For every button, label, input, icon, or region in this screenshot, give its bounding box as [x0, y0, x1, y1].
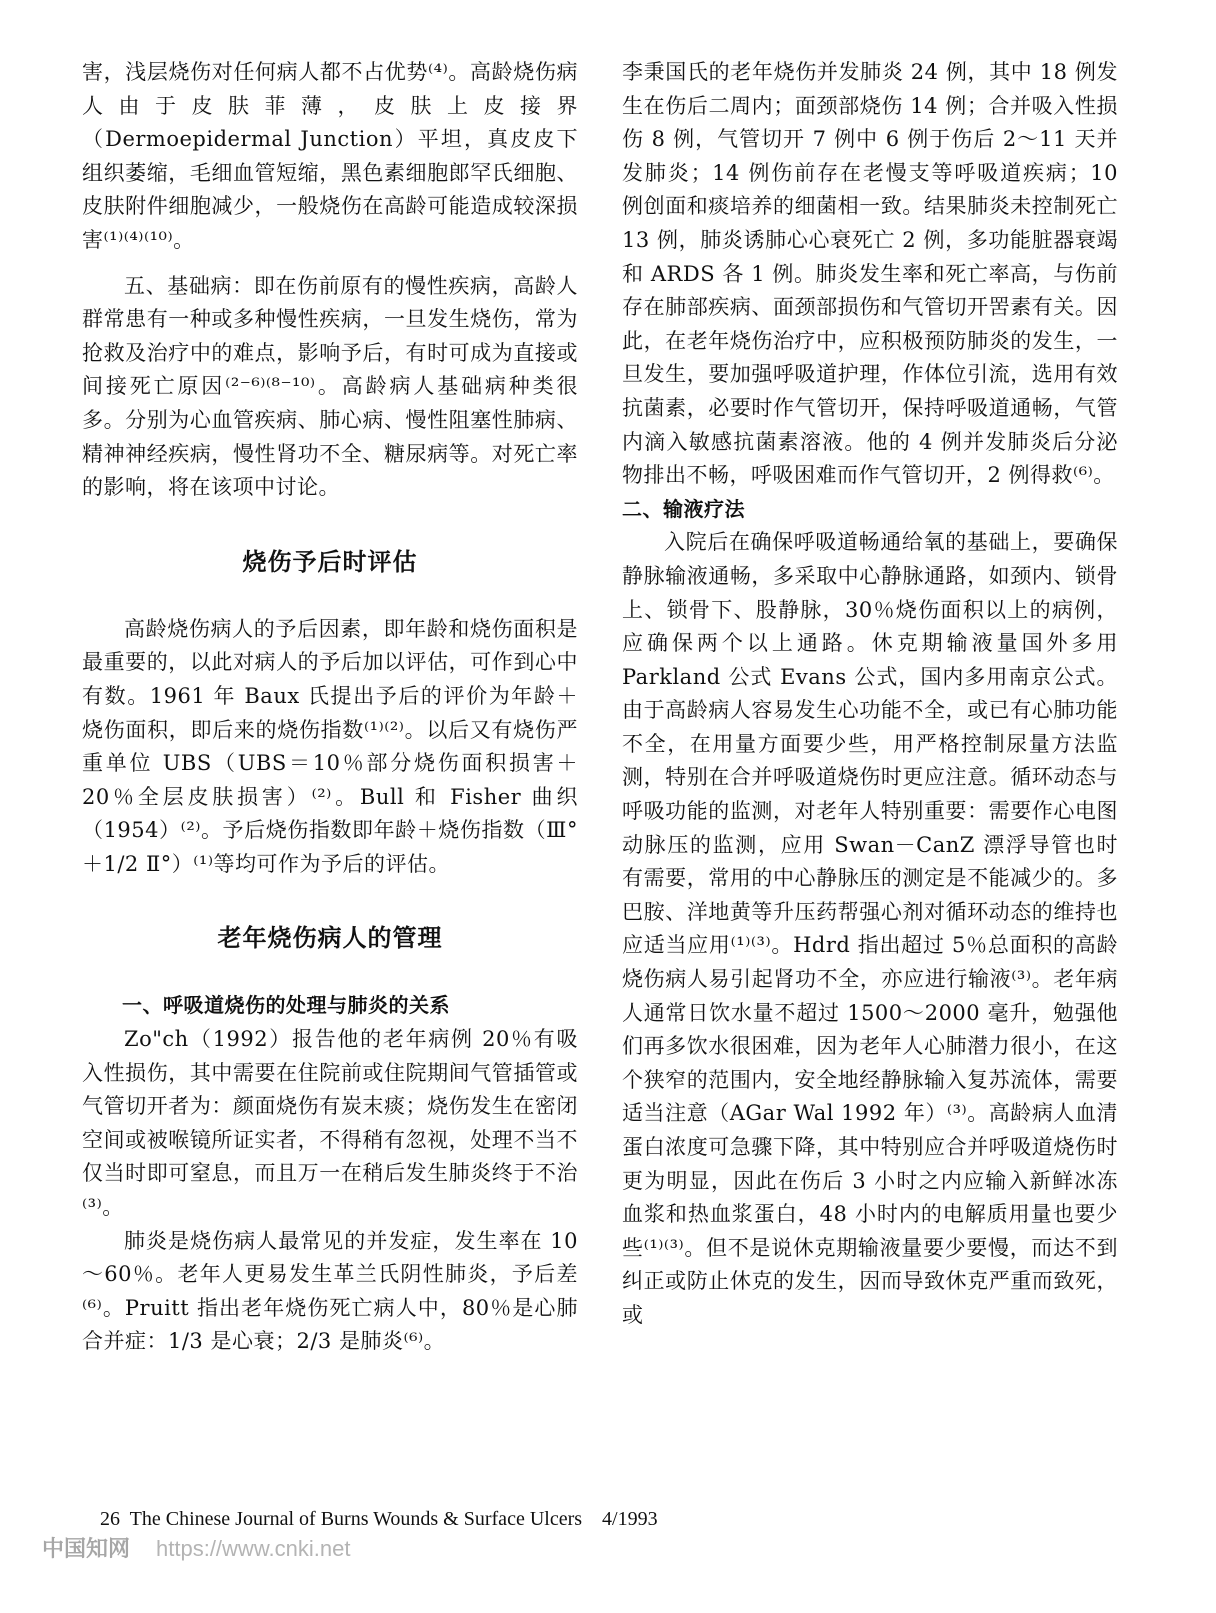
subsection-heading: 二、输液疗法	[622, 496, 745, 521]
page-footer	[100, 1508, 658, 1531]
watermark	[42, 1532, 350, 1563]
page-number: 26	[100, 1508, 120, 1530]
paragraph: 李秉国氏的老年烧伤并发肺炎 24 例，其中 18 例发生在伤后二周内；面颈部烧伤 14 例；合并吸入性损伤 8 例，气管切开 7 例中 6 例于伤后 2～11 天并发肺炎；14 例伤前存在老慢支等呼吸道疾病；10 例创面和痰培养的细菌相一致。结果肺炎未控制死亡 13 例，肺炎诱肺心心衰死亡 2 例，多功能脏器衰竭和 ARDS 各 1 例。肺炎发生率和死亡率高，与伤前存在肺部疾病、面颈部损伤和气管切开罟素有关。因此，在老年烧伤治疗中，应积极预防肺炎的发生，一旦发生，要加强呼吸道护理，作体位引流，选用有效抗菌素，必要时作气管切开，保持呼吸道通畅，气管内滴入敏感抗菌素溶液。他的 4 例并发肺炎后分泌物排出不畅，呼吸困难而作气管切开，2 例得救⁽⁶⁾。	[622, 60, 1118, 488]
right-column	[622, 56, 1118, 1333]
paragraph: 高龄烧伤病人的予后因素，即年龄和烧伤面积是最重要的，以此对病人的予后加以评估，可作到心中有数。1961 年 Baux 氏提出予后的评价为年龄＋烧伤面积，即后来的烧伤指数⁽¹⁾⁽²⁾。以后又有烧伤严重单位 UBS（UBS＝10％部分烧伤面积损害＋20％全层皮肤损害）⁽²⁾。Bull 和 Fisher 曲织（1954）⁽²⁾。予后烧伤指数即年龄＋烧伤指数（Ⅲ°＋1/2 Ⅱ°）⁽¹⁾等均可作为予后的评估。	[82, 616, 578, 876]
issue-number: 4/1993	[602, 1508, 658, 1530]
paragraph: Zo"ch（1992）报告他的老年病例 20％有吸入性损伤，其中需要在住院前或住院期间气管插管或气管切开者为：颜面烧伤有炭末痰；烧伤发生在密闭空间或被喉镜所证实者，不得稍有忽视，处理不当不仅当时即可窒息，而且万一在稍后发生肺炎终于不治⁽³⁾。	[82, 1027, 578, 1220]
paragraph: 入院后在确保呼吸道畅通给氧的基础上，要确保静脉输液通畅，多采取中心静脉通路，如颈内、锁骨上、锁骨下、股静脉，30％烧伤面积以上的病例，应确保两个以上通路。休克期输液量国外多用 Parkland 公式 Evans 公式，国内多用南京公式。由于高龄病人容易发生心功能不全，或已有心肺功能不全，在用量方面要少些，用严格控制尿量方法监测，特别在合并呼吸道烧伤时更应注意。循环动态与呼吸功能的监测，对老年人特别重要：需要作心电图动脉压的监测，应用 Swan－CanZ 漂浮导管也时有需要，常用的中心静脉压的测定是不能减少的。多巴胺、洋地黄等升压药帮强心剂对循环动态的维持也应适当应用⁽¹⁾⁽³⁾。Hdrd 指出超过 5％总面积的高龄烧伤病人易引起肾功不全，亦应进行输液⁽³⁾。老年病人通常日饮水量不超过 1500～2000 毫升，勉强他们再多饮水很困难，因为老年人心肺潜力很小，在这个狭窄的范围内，安全地经静脉输入复苏流体，需要适当注意（AGar Wal 1992 年）⁽³⁾。高龄病人血清蛋白浓度可急骤下降，其中特别应合并呼吸道烧伤时更为明显，因此在伤后 3 小时之内应输入新鲜冰冻血浆和热血浆蛋白，48 小时内的电解质用量也要少些⁽¹⁾⁽³⁾。但不是说休克期输液量要少要慢，而达不到纠正或防止休克的发生，因而导致休克严重而致死，或	[622, 530, 1118, 1327]
watermark-url: https://www.cnki.net	[156, 1536, 351, 1561]
watermark-brand: 中国知网	[42, 1536, 131, 1561]
journal-name: The Chinese Journal of Burns Wounds & Surface Ulcers	[129, 1508, 583, 1530]
paragraph: 肺炎是烧伤病人最常见的并发症，发生率在 10～60％。老年人更易发生革兰氏阴性肺炎，予后差⁽⁶⁾。Pruitt 指出老年烧伤死亡病人中，80％是心肺合并症：1/3 是心衰；2/3 是肺炎⁽⁶⁾。	[82, 1228, 578, 1354]
paragraph: 五、基础病：即在伤前原有的慢性疾病，高龄人群常患有一种或多种慢性疾病，一旦发生烧伤，常为抢救及治疗中的难点，影响予后，有时可成为直接或间接死亡原因⁽²⁻⁶⁾⁽⁸⁻¹⁰⁾。高龄病人基础病种类很多。分别为心血管疾病、肺心病、慢性阻塞性肺病、精神神经疾病，慢性肾功不全、糖尿病等。对死亡率的影响，将在该项中讨论。	[82, 273, 578, 500]
paragraph: 害，浅层烧伤对任何病人都不占优势⁽⁴⁾。高龄烧伤病人由于皮肤菲薄，皮肤上皮接界（Dermoepidermal Junction）平坦，真皮皮下组织萎缩，毛细血管短缩，黑色素细胞郎罕氏细胞、皮肤附件细胞减少，一般烧伤在高龄可能造成较深损害⁽¹⁾⁽⁴⁾⁽¹⁰⁾。	[82, 60, 578, 252]
subsection-heading: 一、呼吸道烧伤的处理与肺炎的关系	[122, 993, 450, 1018]
left-column	[82, 56, 578, 1359]
section-heading: 烧伤予后时评估	[242, 547, 418, 576]
section-heading: 老年烧伤病人的管理	[217, 924, 443, 953]
